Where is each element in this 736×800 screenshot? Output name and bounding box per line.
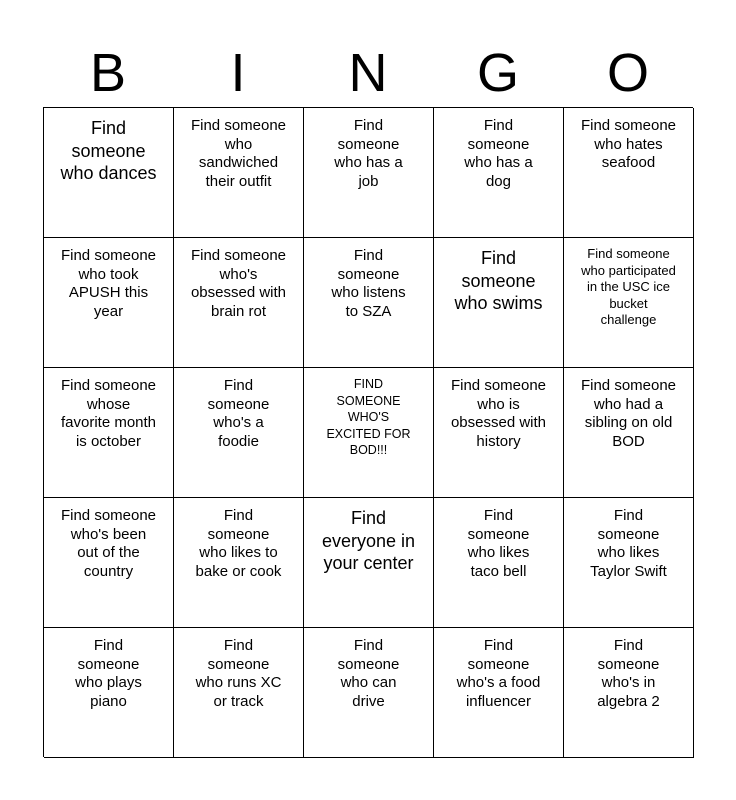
bingo-cell[interactable] xyxy=(564,238,694,368)
bingo-cell[interactable] xyxy=(174,368,304,498)
bingo-cell[interactable] xyxy=(44,628,174,758)
header-letter-o: O xyxy=(606,43,649,103)
header-letter-g: G xyxy=(476,43,519,103)
bingo-cell-text: Find someone whose favorite month is october xyxy=(60,377,157,450)
bingo-cell[interactable] xyxy=(44,108,174,238)
bingo-cell-text: Find everyone in your center xyxy=(321,508,416,573)
bingo-cell[interactable] xyxy=(434,628,564,758)
bingo-cell[interactable] xyxy=(434,238,564,368)
bingo-cell[interactable] xyxy=(304,368,434,498)
bingo-cell[interactable] xyxy=(174,498,304,628)
bingo-cell-text: Find someone who's a food influencer xyxy=(456,637,541,710)
bingo-cell-text: Find someone who likes to bake or cook xyxy=(195,507,282,580)
bingo-cell-text: Find someone who plays piano xyxy=(75,637,142,710)
bingo-cell-text: Find someone who runs XC or track xyxy=(195,637,282,710)
bingo-cell[interactable] xyxy=(564,368,694,498)
bingo-cell-text: Find someone who's obsessed with brain rot xyxy=(190,247,287,320)
bingo-cell[interactable] xyxy=(44,498,174,628)
bingo-cell-text: Find someone who can drive xyxy=(337,637,400,710)
bingo-cell[interactable] xyxy=(564,108,694,238)
bingo-cell-text: Find someone who's in algebra 2 xyxy=(597,637,660,710)
bingo-cell-text: Find someone who is obsessed with history xyxy=(450,377,547,450)
bingo-cell[interactable] xyxy=(304,628,434,758)
bingo-cell[interactable] xyxy=(434,498,564,628)
bingo-cell[interactable] xyxy=(304,108,434,238)
header-letter-n: N xyxy=(348,43,388,103)
bingo-cell-text: Find someone who listens to SZA xyxy=(331,247,406,320)
bingo-cell[interactable] xyxy=(174,108,304,238)
bingo-cell-center[interactable] xyxy=(304,498,434,628)
bingo-cell-text: Find someone who likes Taylor Swift xyxy=(590,507,667,580)
bingo-cell-text: Find someone who took APUSH this year xyxy=(60,247,157,320)
bingo-cell[interactable] xyxy=(434,368,564,498)
bingo-cell-text: Find someone who's a foodie xyxy=(207,377,270,450)
bingo-cell[interactable] xyxy=(44,238,174,368)
bingo-cell-text: Find someone who likes taco bell xyxy=(467,507,530,580)
bingo-cell[interactable] xyxy=(564,498,694,628)
bingo-cell[interactable] xyxy=(44,368,174,498)
bingo-cell-text: Find someone who hates seafood xyxy=(580,117,677,171)
bingo-cell[interactable] xyxy=(174,238,304,368)
header-letter-b: B xyxy=(89,43,127,103)
header-letter-i: I xyxy=(230,43,246,103)
bingo-cell-text: Find someone who dances xyxy=(60,118,157,183)
bingo-grid xyxy=(43,107,693,757)
bingo-cell-text: Find someone who participated in the USC ice bucket challenge xyxy=(581,246,676,327)
bingo-cell[interactable] xyxy=(174,628,304,758)
bingo-cell[interactable] xyxy=(434,108,564,238)
bingo-cell-text: Find someone who has a dog xyxy=(464,117,533,190)
bingo-cell-text: Find someone who's been out of the country xyxy=(60,507,157,580)
bingo-header xyxy=(43,38,693,108)
bingo-cell-text: Find someone who sandwiched their outfit xyxy=(190,117,287,190)
bingo-cell[interactable] xyxy=(564,628,694,758)
bingo-cell-text: Find someone who had a sibling on old BOD xyxy=(580,377,677,450)
bingo-cell[interactable] xyxy=(304,238,434,368)
bingo-cell-text: FIND SOMEONE WHO'S EXCITED FOR BOD!!! xyxy=(326,377,411,457)
bingo-cell-text: Find someone who swims xyxy=(454,248,543,313)
bingo-cell-text: Find someone who has a job xyxy=(334,117,403,190)
